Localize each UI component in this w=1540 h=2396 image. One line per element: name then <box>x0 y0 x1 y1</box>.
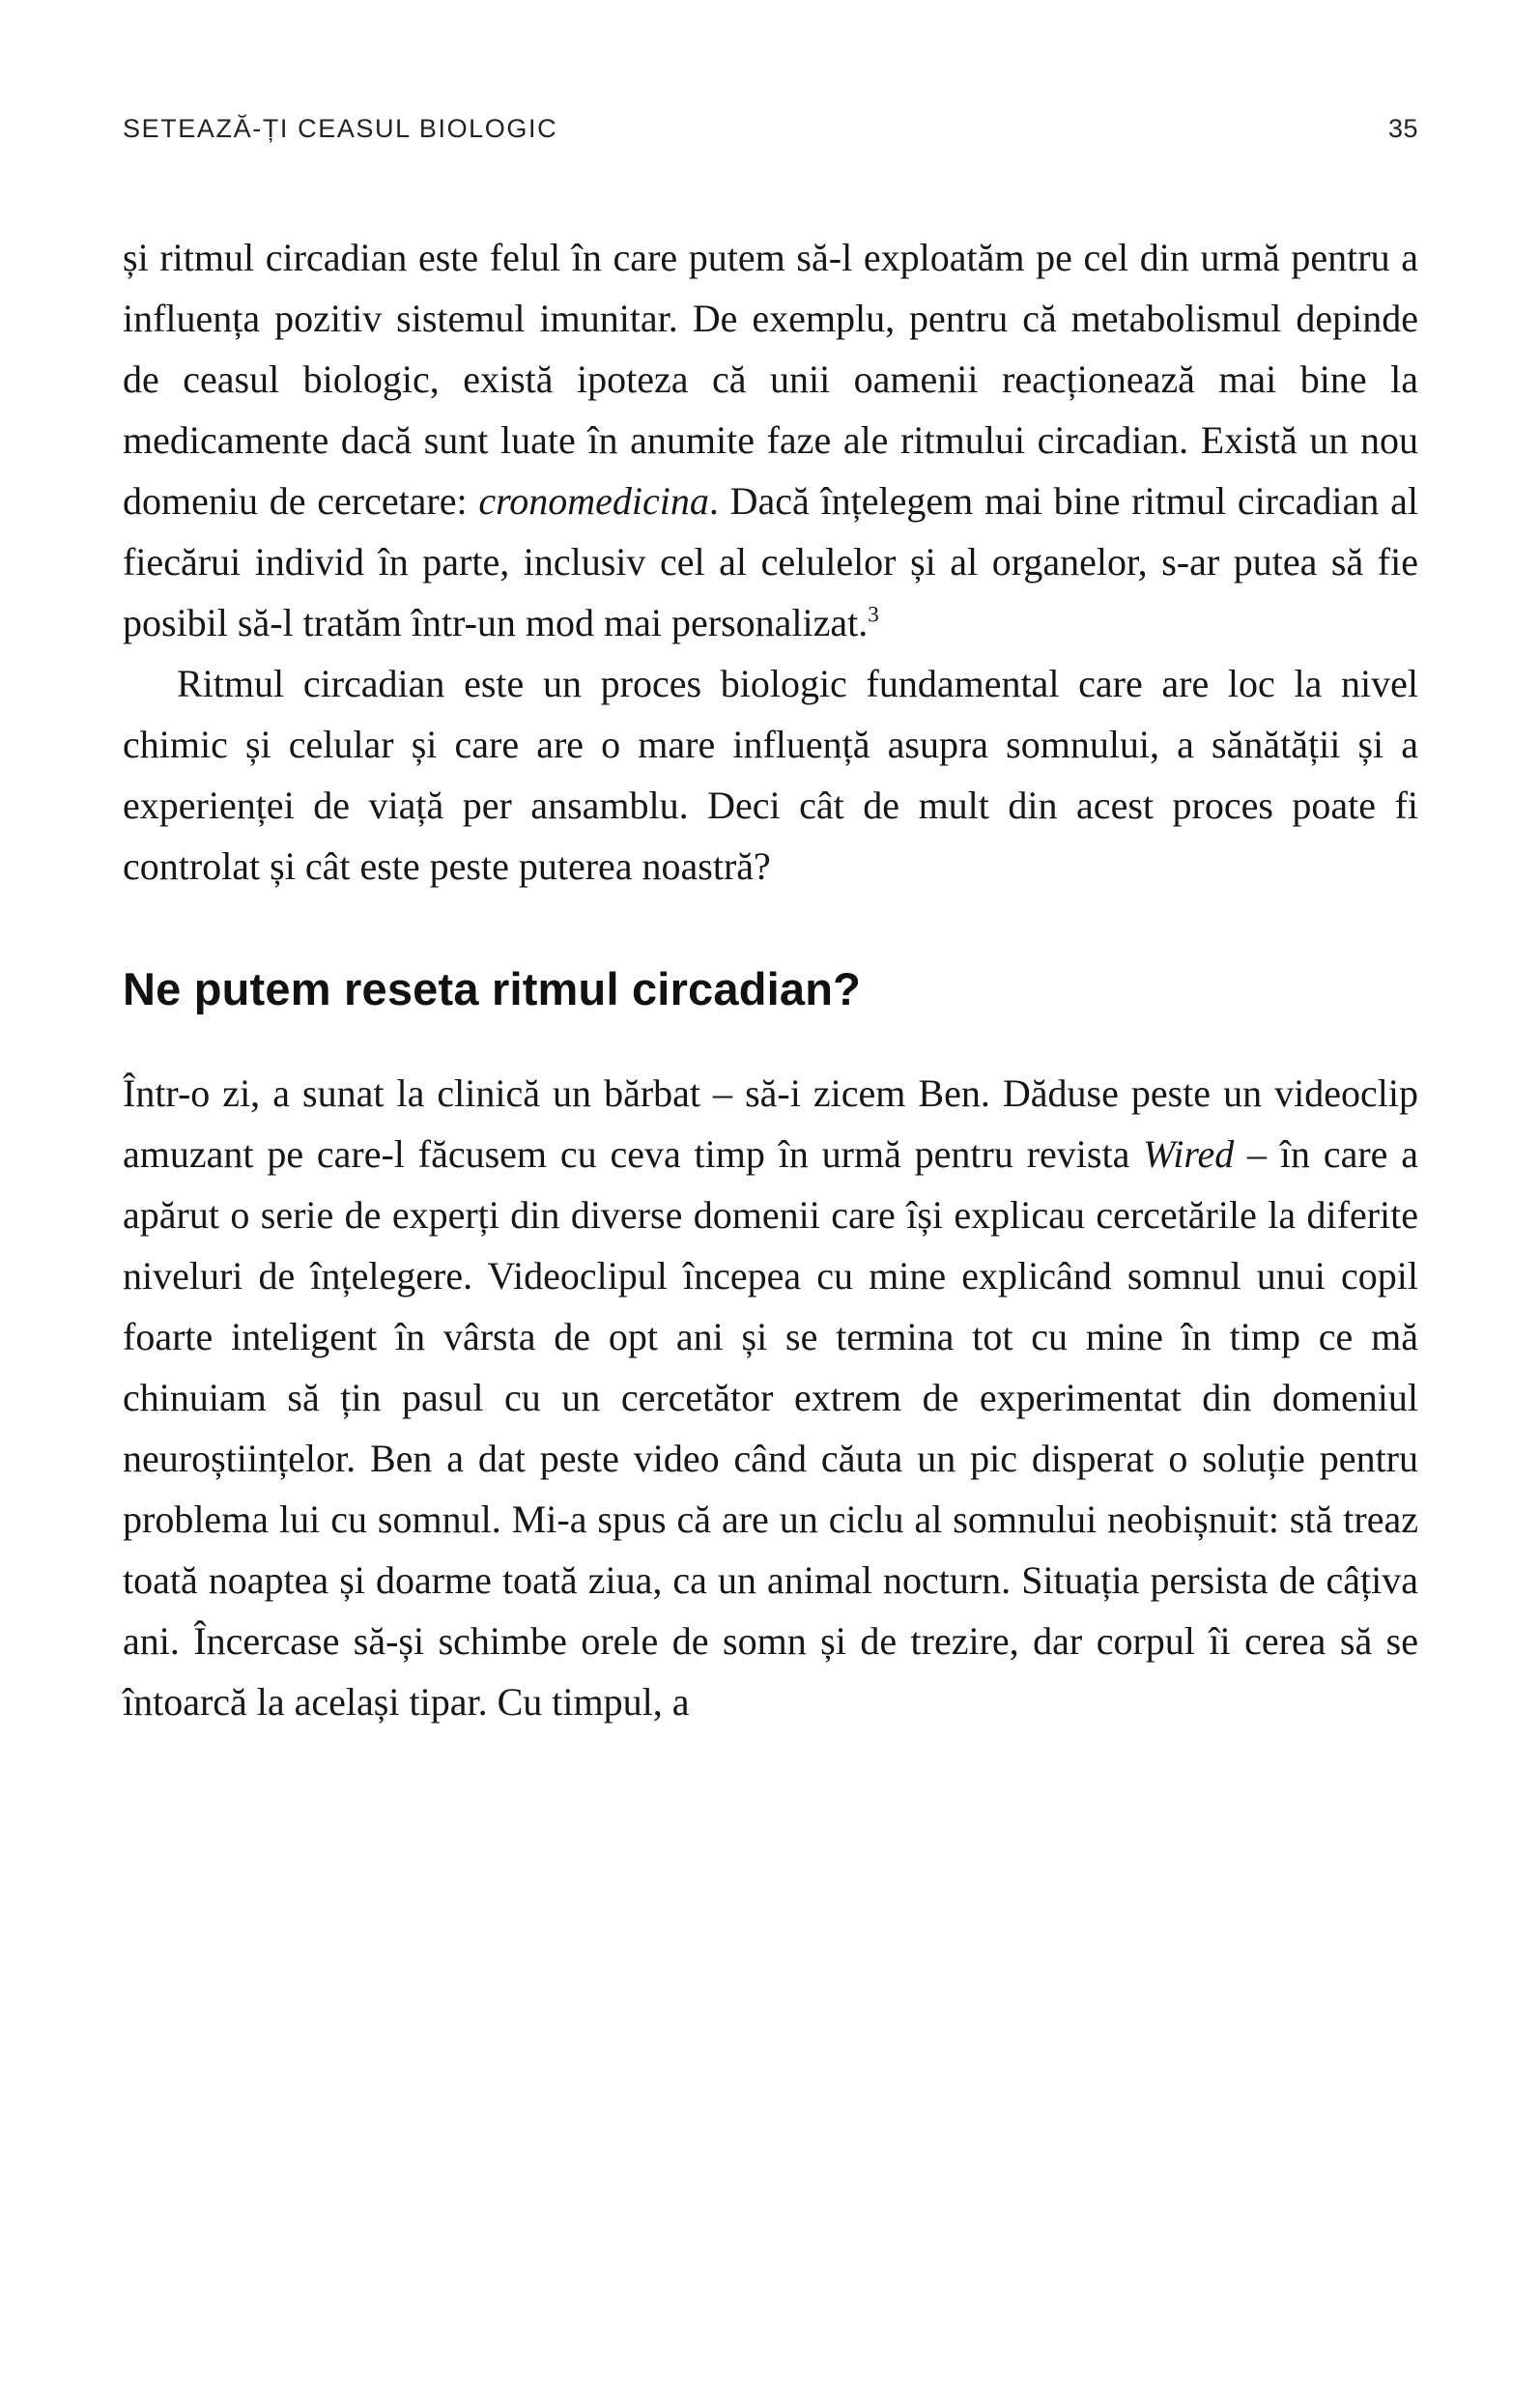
paragraph-1-italic-term: cronomedicina <box>478 479 709 523</box>
page-header <box>123 114 1418 144</box>
paragraph-2 <box>123 653 1418 897</box>
paragraph-3-italic-term: Wired <box>1143 1132 1235 1177</box>
paragraph-1 <box>123 227 1418 653</box>
paragraph-3 <box>123 1063 1418 1732</box>
paragraph-1-text-segment: și ritmul circadian este felul în care putem să-l exploatăm pe cel din urmă pentru a influența pozitiv sistemul imunitar. De exemplu, pentru că metabolismul depinde de ceasul biologic, există ipoteza că unii oamenii reacționează mai bine la medicamente dacă sunt luate în anumite faze ale ritmului circadian. Există un nou domeniu de cercetare: <box>123 236 1418 523</box>
paragraph-1-text-segment-2: . Dacă înțelegem mai bine ritmul circadian al fiecărui individ în parte, inclusiv cel al celulelor și al organelor, s-ar putea să fie posibil să-l tratăm într-un mod mai personalizat. <box>123 479 1418 644</box>
running-head-title: SETEAZĂ-ȚI CEASUL BIOLOGIC <box>123 114 558 143</box>
section-heading: Ne putem reseta ritmul circadian? <box>123 963 862 1014</box>
footnote-marker: 3 <box>868 602 879 628</box>
page-number: 35 <box>1387 114 1418 143</box>
page-body <box>123 227 1418 1732</box>
paragraph-3-text-segment-2: – în care a apărut o serie de experți din diverse domenii care își explicau cercetările la diferite niveluri de înțelegere. Videoclipul începea cu mine explicând somnul unui copil foarte inteligent în vârsta de opt ani și se termina tot cu mine în timp ce mă chinuiam să țin pasul cu un cercetător extrem de experimentat din domeniul neuroștiințelor. Ben a dat peste video când căuta un pic disperat o soluție pentru problema lui cu somnul. Mi-a spus că are un ciclu al somnului neobișnuit: stă treaz toată noaptea și doarme toată ziua, ca un animal nocturn. Situația persista de câțiva ani. Încercase să-și schimbe orele de somn și de trezire, dar corpul îi cerea să se întoarcă la același tipar. Cu timpul, a <box>123 1132 1419 1725</box>
paragraph-2-text: Ritmul circadian este un proces biologic fundamental care are loc la nivel chimic și celular și care are o mare influență asupra somnului, a sănătății și a experienței de viață per ansamblu. Deci cât de mult din acest proces poate fi controlat și cât este peste puterea noastră? <box>123 662 1418 888</box>
paragraph-3-text-segment: Într-o zi, a sunat la clinică un bărbat – să-i zicem Ben. Dăduse peste un videoclip amuzant pe care-l făcusem cu ceva timp în urmă pentru revista <box>123 1071 1418 1177</box>
